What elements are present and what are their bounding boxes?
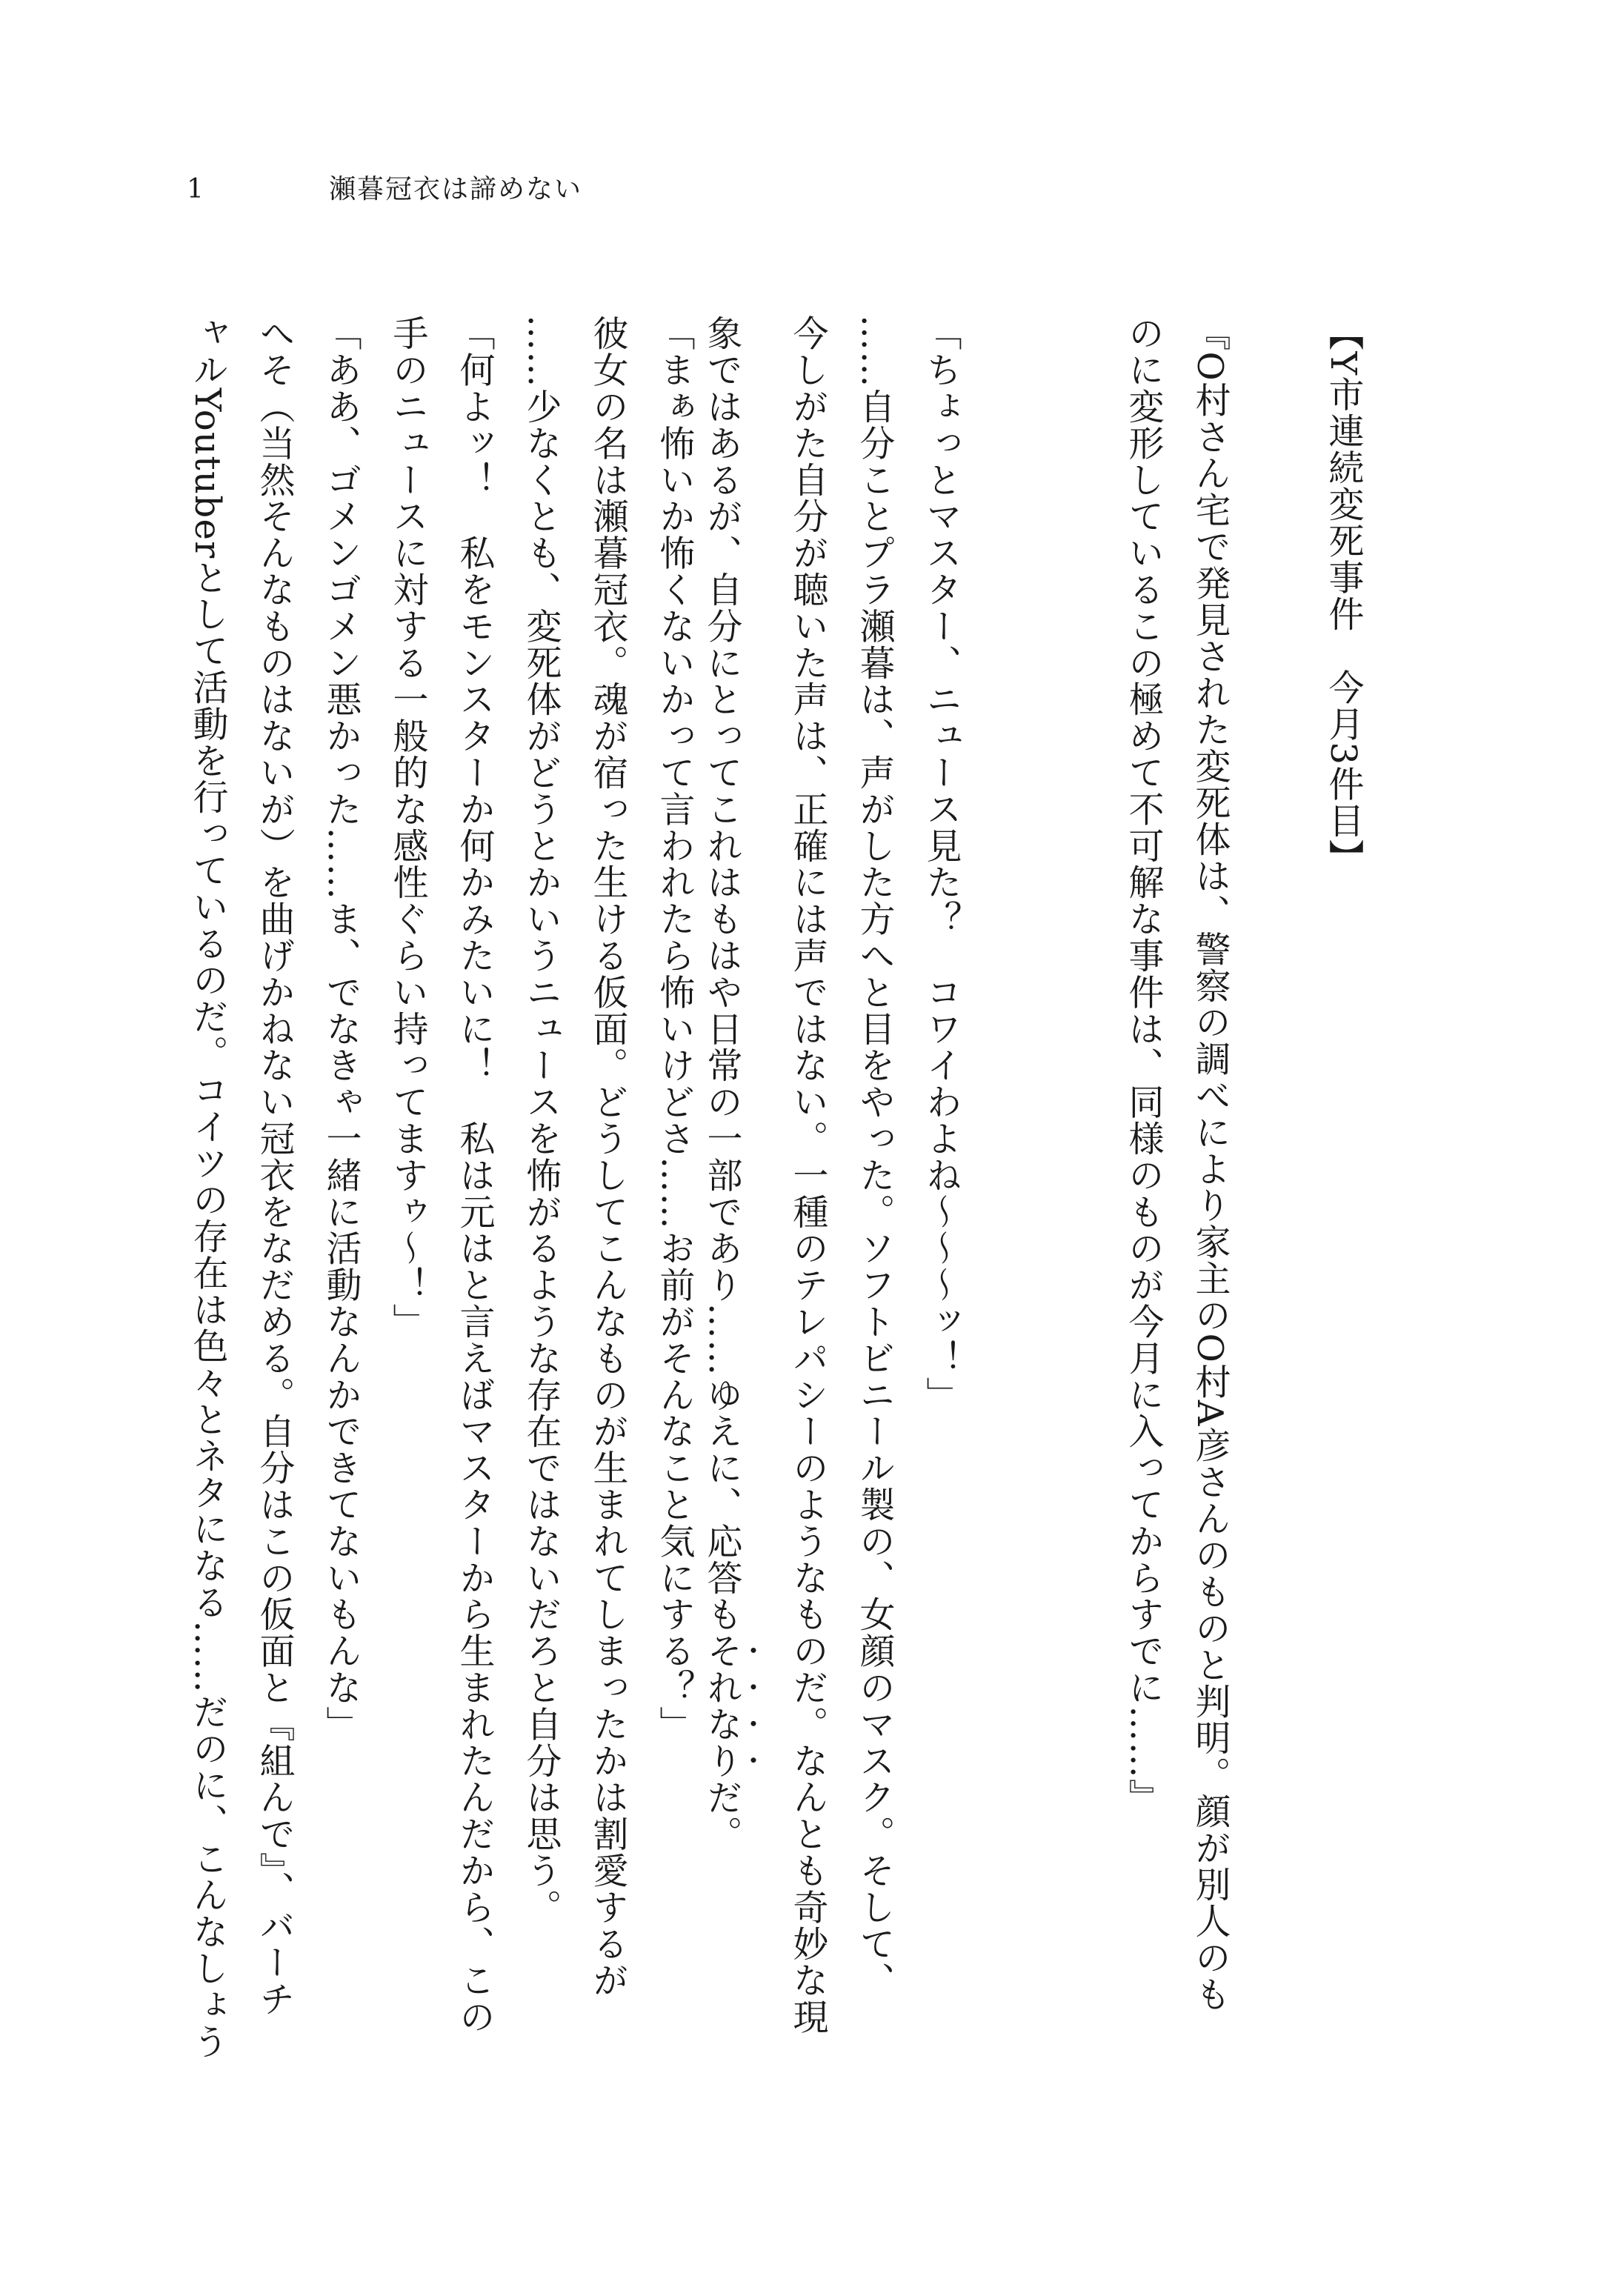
text-segment: 象ではあるが、自分にとってこれはもはや日常の一部であり……ゆえに、応答も — [701, 315, 742, 1633]
text-line: ャルYoutuberとして活動を行っているのだ。コイツの存在は色々とネタになる……だのに、こんなしょう — [187, 315, 228, 2060]
page-number: 1 — [187, 174, 204, 204]
text-line: ……少なくとも、変死体がどうとかいうニュースを怖がるような存在ではないだろと自分は思う。 — [520, 315, 562, 1926]
text-line: 『O村さん宅で発見された変死体は、警察の調べにより家主のO村A彦さんのものと判明。顔が別人のも — [1189, 315, 1231, 2013]
book-title: 瀬暮冠衣は諦めない — [329, 174, 583, 204]
text-line: 今しがた自分が聴いた声は、正確には声ではない。一種のテレパシーのようなものだ。なんとも奇妙な現 — [787, 315, 828, 2035]
section-heading: 【Y市連続変死事件 今月3件目】 — [1322, 315, 1364, 876]
text-line: 「まぁ怖いか怖くないかって言われたら怖いけどさ……お前がそんなこと気にする？」 — [653, 315, 695, 1743]
text-line: 「ああ、ゴメンゴメン悪かった……ま、でなきゃ一緒に活動なんかできてないもんな」 — [320, 315, 362, 1743]
text-line: へそ（当然そんなものはないが）を曲げかねない冠衣をなだめる。自分はこの仮面と『組んで』、バーチ — [253, 315, 295, 2017]
text-line-emphasis — [701, 315, 763, 2093]
text-line: 手のニュースに対する一般的な感性ぐらい持ってますゥ〜！」 — [387, 315, 428, 1340]
emphasized-text: それなり — [701, 1632, 742, 1780]
text-line: ……自分ことプラ瀬暮は、声がした方へと目をやった。ソフトビニール製の、女顔のマスク。そして、 — [853, 315, 895, 1999]
text-line: 彼女の名は瀬暮冠衣。魂が宿った生ける仮面。どうしてこんなものが生まれてしまったかは割愛するが — [587, 315, 628, 1999]
text-line: 「何よッ！ 私をモンスターか何かみたいに！ 私は元はと言えばマスターから生まれたんだから、この — [453, 315, 495, 2035]
text-line: 「ちょっとマスター、ニュース見た？ コワイわよね〜〜〜ッ！」 — [920, 315, 962, 1413]
text-line: のに変形しているこの極めて不可解な事件は、同様のものが今月に入ってからすでに……』 — [1122, 315, 1164, 1816]
text-segment: だ。 — [701, 1779, 742, 1852]
